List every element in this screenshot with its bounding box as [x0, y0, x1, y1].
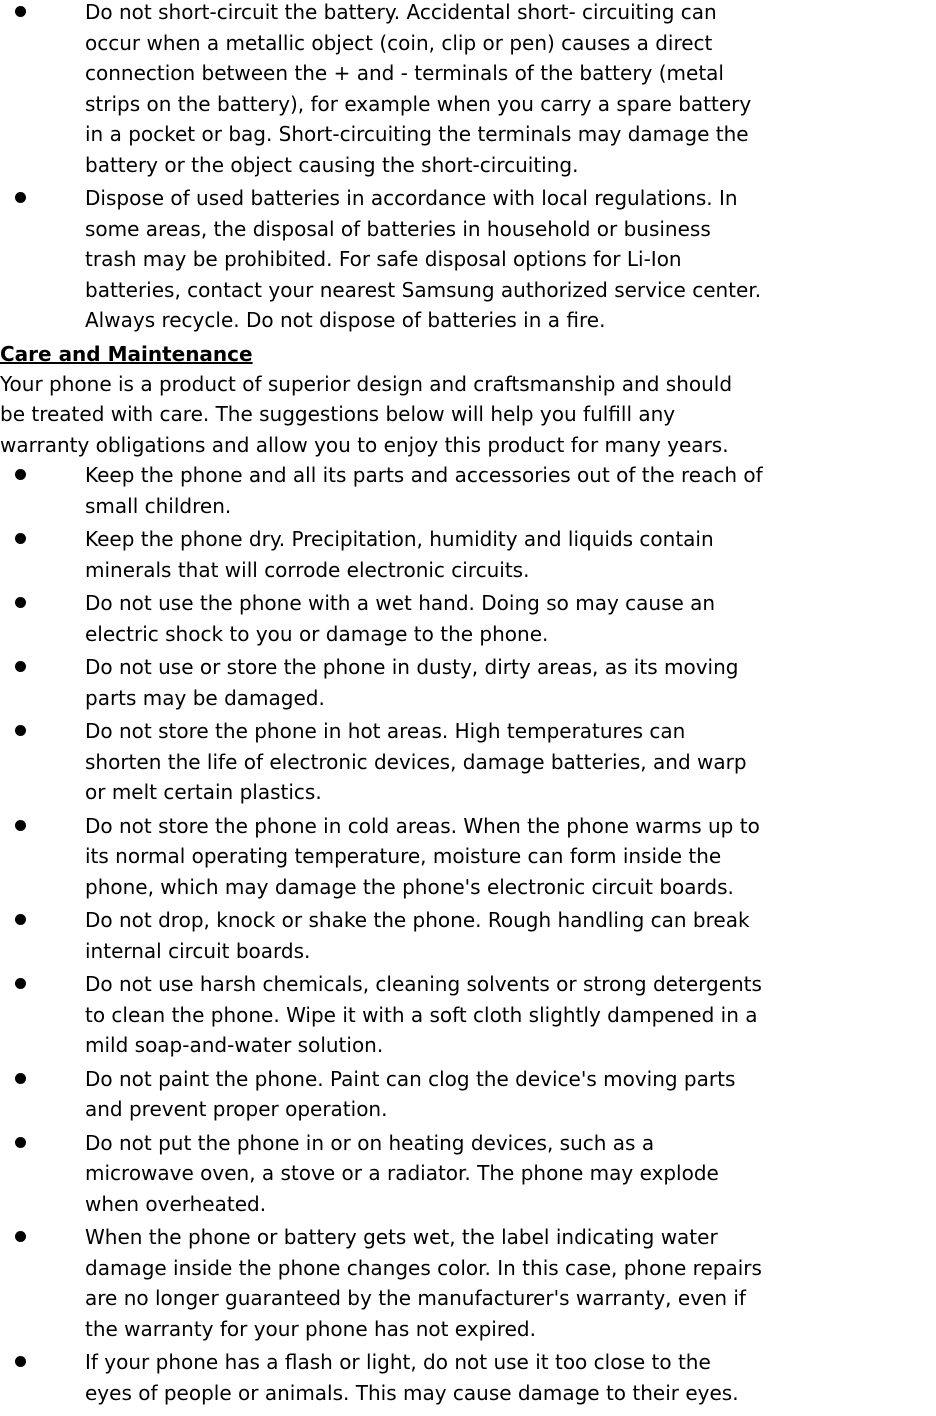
list-item — [0, 905, 936, 966]
text-line: microwave oven, a stove or a radiator. The phone may explode — [85, 1161, 719, 1185]
list-item — [0, 183, 936, 336]
bullet-icon — [15, 1137, 26, 1148]
text-line: are no longer guaranteed by the manufacturer's warranty, even if — [85, 1286, 746, 1310]
bullet-icon — [15, 1231, 26, 1242]
text-line: be treated with care. The suggestions below will help you fulfill any — [0, 402, 676, 426]
text-line: Do not store the phone in cold areas. When the phone warms up to — [85, 813, 760, 838]
list-item — [0, 1347, 936, 1408]
list-item — [0, 1064, 936, 1125]
text-line: Do not put the phone in or on heating devices, such as a — [85, 1130, 655, 1155]
list-item — [0, 0, 936, 180]
battery-safety-list — [0, 0, 936, 336]
text-line: parts may be damaged. — [85, 685, 325, 710]
text-line: mild soap-and-water solution. — [85, 1033, 384, 1057]
text-line: When the phone or battery gets wet, the label indicating water — [85, 1225, 718, 1249]
text-line: when overheated. — [85, 1191, 267, 1216]
text-line: Your phone is a product of superior design and craftsmanship and should — [0, 371, 733, 396]
text-line: internal circuit boards. — [85, 938, 311, 963]
text-line: Dispose of used batteries in accordance with local regulations. In — [85, 186, 738, 210]
text-line: battery or the object causing the short-circuiting. — [85, 152, 579, 177]
text-line: its normal operating temperature, moisture can form inside the — [85, 844, 722, 868]
bullet-icon — [15, 1356, 26, 1367]
bullet-icon — [15, 725, 26, 736]
text-line: shorten the life of electronic devices, damage batteries, and warp — [85, 749, 747, 774]
text-line: occur when a metallic object (coin, clip or pen) causes a direct — [85, 30, 713, 55]
bullet-icon — [15, 469, 26, 480]
text-line: in a pocket or bag. Short-circuiting the terminals may damage the — [85, 122, 749, 146]
bullet-icon — [15, 6, 26, 17]
text-line: Do not use or store the phone in dusty, dirty areas, as its moving — [85, 655, 739, 679]
text-line: to clean the phone. Wipe it with a soft cloth slightly dampened in a — [85, 1002, 758, 1027]
bullet-icon — [15, 192, 26, 203]
bullet-icon — [15, 661, 26, 672]
intro-paragraph — [0, 369, 936, 461]
text-line: some areas, the disposal of batteries in household or business — [85, 216, 711, 241]
text-line: Do not short-circuit the battery. Accidental short- circuiting can — [85, 0, 717, 24]
text-line: Do not paint the phone. Paint can clog the device's moving parts — [85, 1066, 736, 1091]
text-line: the warranty for your phone has not expired. — [85, 1316, 536, 1341]
text-line: damage inside the phone changes color. In this case, phone repairs — [85, 1255, 762, 1280]
text-line: Do not store the phone in hot areas. High temperatures can — [85, 719, 686, 743]
text-line: eyes of people or animals. This may cause damage to their eyes. — [85, 1380, 739, 1405]
text-line: or melt certain plastics. — [85, 780, 322, 804]
text-line: warranty obligations and allow you to enjoy this product for many years. — [0, 432, 729, 457]
text-line: electric shock to you or damage to the phone. — [85, 621, 549, 646]
list-item — [0, 969, 936, 1061]
bullet-icon — [15, 820, 26, 831]
section-heading: Care and Maintenance — [0, 341, 253, 366]
list-item — [0, 460, 936, 521]
bullet-icon — [15, 533, 26, 544]
bullet-icon — [15, 914, 26, 925]
text-line: Always recycle. Do not dispose of batteries in a fire. — [85, 308, 606, 332]
text-line: small children. — [85, 493, 232, 518]
list-item — [0, 1222, 936, 1344]
text-line: Keep the phone dry. Precipitation, humidity and liquids contain — [85, 527, 714, 551]
bullet-icon — [15, 597, 26, 608]
text-line: connection between the + and - terminals of the battery (metal — [85, 61, 724, 85]
text-line: trash may be prohibited. For safe disposal options for Li-Ion — [85, 247, 682, 271]
text-line: batteries, contact your nearest Samsung authorized service center. — [85, 277, 762, 302]
bullet-icon — [15, 1073, 26, 1084]
list-item — [0, 811, 936, 903]
text-line: phone, which may damage the phone's electronic circuit boards. — [85, 874, 734, 899]
text-line: strips on the battery), for example when you carry a spare battery — [85, 91, 752, 116]
care-maintenance-list — [0, 460, 936, 1408]
list-item — [0, 1128, 936, 1220]
text-line: and prevent proper operation. — [85, 1097, 388, 1121]
text-line: Do not use harsh chemicals, cleaning solvents or strong detergents — [85, 972, 762, 996]
list-item — [0, 588, 936, 649]
list-item — [0, 716, 936, 808]
text-line: Keep the phone and all its parts and accessories out of the reach of — [85, 463, 763, 487]
text-line: Do not use the phone with a wet hand. Doing so may cause an — [85, 591, 716, 615]
text-line: If your phone has a flash or light, do not use it too close to the — [85, 1350, 711, 1374]
list-item — [0, 524, 936, 585]
text-line: minerals that will corrode electronic circuits. — [85, 557, 530, 582]
list-item — [0, 652, 936, 713]
bullet-icon — [15, 978, 26, 989]
text-line: Do not drop, knock or shake the phone. Rough handling can break — [85, 908, 750, 932]
